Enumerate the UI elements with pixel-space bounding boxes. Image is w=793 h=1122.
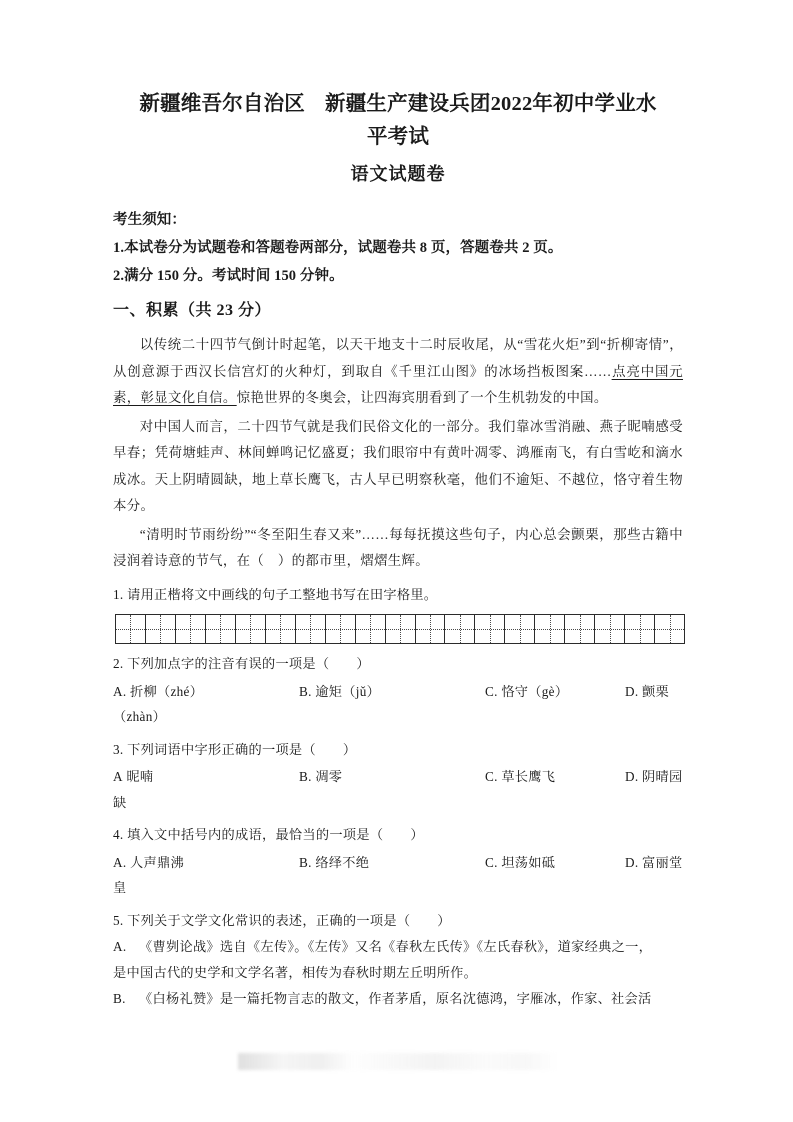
tianzige-writing-grid[interactable] xyxy=(115,614,685,644)
option-text: 草长鹰飞 xyxy=(501,769,556,784)
option-text: 富丽堂 xyxy=(642,854,683,870)
section-heading-accumulation: 一、积累（共 23 分） xyxy=(113,302,272,319)
question-3-option-b[interactable] xyxy=(299,764,485,790)
question-3-option-a[interactable] xyxy=(113,764,299,790)
question-4-option-row xyxy=(113,850,683,876)
notice-item-2: 2.满分 150 分。考试时间 150 分钟。 xyxy=(113,268,344,284)
tianzige-cell[interactable] xyxy=(206,614,236,644)
option-text-line-2: 是中国古代的史学和文学名著，相传为春秋时期左丘明所作。 xyxy=(113,964,478,980)
tianzige-cell[interactable] xyxy=(565,614,595,644)
question-3-option-c[interactable] xyxy=(485,764,625,790)
question-3-option-d[interactable] xyxy=(625,764,683,790)
option-text: 坦荡如砥 xyxy=(501,854,556,870)
tianzige-cell[interactable] xyxy=(146,614,176,644)
question-4-option-d-tail: 皇 xyxy=(113,880,127,895)
tianzige-cell[interactable] xyxy=(296,614,326,644)
option-text: 人声鼎沸 xyxy=(130,854,184,870)
tianzige-cell[interactable] xyxy=(176,614,206,644)
tianzige-cell[interactable] xyxy=(475,614,505,644)
tianzige-cell[interactable] xyxy=(595,614,625,644)
question-2-option-a[interactable] xyxy=(113,679,299,705)
option-text: 恪守（gè） xyxy=(501,683,569,699)
option-text: 凋零 xyxy=(315,769,343,784)
tianzige-cell[interactable] xyxy=(416,614,446,644)
option-text-line-1: 《白杨礼赞》是一篇托物言志的散文，作者茅盾，原名沈德鸿，字雁冰，作家、社会活 xyxy=(139,991,652,1006)
tianzige-cell[interactable] xyxy=(356,614,386,644)
page-title xyxy=(113,88,683,121)
tianzige-cell[interactable] xyxy=(386,614,416,644)
question-4-option-b[interactable] xyxy=(299,850,485,876)
question-5-stem: 5. 下列关于文学文化常识的表述，正确的一项是（ ） xyxy=(113,912,451,928)
option-label: B. xyxy=(299,854,312,870)
question-3-options xyxy=(113,764,683,815)
question-4 xyxy=(113,822,683,901)
passage-p1-pre: 以传统二十四节气倒计时起笔，以天干地支十二时辰收尾，从“雪花火炬”到“折柳寄情”，从创意源于西汉长信宫灯的火种灯，到取自《千里江山图》的冰场挡板图案…… xyxy=(113,337,683,379)
page-title-main: 新疆生产建设兵团2022年初中学业水 xyxy=(325,93,657,115)
question-3-option-row xyxy=(113,764,683,790)
question-3 xyxy=(113,737,683,816)
passage-p1-post: 惊艳世界的冬奥会，让四海宾朋看到了一个生机勃发的中国。 xyxy=(236,390,608,405)
tianzige-cell[interactable] xyxy=(625,614,655,644)
page-subtitle: 语文试题卷 xyxy=(350,164,446,184)
page-watermark xyxy=(238,1053,556,1070)
question-4-option-a[interactable] xyxy=(113,850,299,876)
question-2-option-c[interactable] xyxy=(485,679,625,705)
option-label: D. xyxy=(625,683,639,699)
option-text: 阴晴园 xyxy=(642,769,683,784)
question-4-option-c[interactable] xyxy=(485,850,625,876)
option-label: A. xyxy=(113,939,127,954)
question-2-option-b[interactable] xyxy=(299,679,485,705)
question-4-options xyxy=(113,850,683,901)
question-2-stem: 2. 下列加点字的注音有误的一项是（ ） xyxy=(113,656,370,671)
question-5-option-a[interactable] xyxy=(113,934,683,985)
candidate-notice xyxy=(113,206,683,290)
page-title-line3: 平考试 xyxy=(366,126,430,148)
tianzige-cell[interactable] xyxy=(445,614,475,644)
option-text: 络绎不绝 xyxy=(315,854,370,870)
question-2-option-d-tail: （zhàn） xyxy=(113,709,167,724)
page-content xyxy=(113,88,683,1012)
tianzige-cell[interactable] xyxy=(505,614,535,644)
reading-passage xyxy=(113,332,683,575)
tianzige-cell[interactable] xyxy=(655,614,685,644)
notice-item-1: 1.本试卷分为试题卷和答题卷两部分，试题卷共 8 页，答题卷共 2 页。 xyxy=(113,240,563,256)
option-label: C. xyxy=(485,769,498,784)
question-2 xyxy=(113,651,683,730)
option-text: 颤栗 xyxy=(642,683,670,699)
option-text: 逾矩（jǔ） xyxy=(315,683,381,699)
question-5-option-b[interactable] xyxy=(113,986,683,1012)
option-label: B. xyxy=(299,683,312,699)
passage-paragraph-3: “清明时节雨纷纷”“冬至阳生春又来”……每每抚摸这些句子，内心总会颤栗，那些古籍中浸润着诗意的节气，在（ ）的都市里，熠熠生辉。 xyxy=(113,526,683,568)
page-title-region: 新疆维吾尔自治区 xyxy=(139,93,305,115)
option-text: 昵喃 xyxy=(126,769,154,784)
question-4-stem: 4. 填入文中括号内的成语，最恰当的一项是（ ） xyxy=(113,827,424,842)
option-label: D. xyxy=(625,854,639,870)
option-label: C. xyxy=(485,683,498,699)
question-5 xyxy=(113,908,683,1012)
option-label: D. xyxy=(625,769,639,784)
passage-paragraph-1 xyxy=(113,332,683,412)
question-3-option-d-tail: 缺 xyxy=(113,794,127,810)
question-1 xyxy=(113,582,683,645)
question-2-option-d[interactable] xyxy=(625,679,669,705)
question-4-option-d[interactable] xyxy=(625,850,683,876)
tianzige-cell[interactable] xyxy=(266,614,296,644)
option-text-line-1: 《曹刿论战》选自《左传》。《左传》又名《春秋左氏传》《左氏春秋》，道家经典之一， xyxy=(139,939,653,954)
tianzige-grid-wrap xyxy=(115,614,683,644)
option-label: A. xyxy=(113,683,127,699)
notice-heading: 考生须知： xyxy=(113,212,186,228)
tianzige-cell[interactable] xyxy=(535,614,565,644)
option-label: B. xyxy=(113,991,126,1006)
option-label: A. xyxy=(113,854,127,870)
tianzige-cell[interactable] xyxy=(236,614,266,644)
passage-paragraph-2: 对中国人而言，二十四节气就是我们民俗文化的一部分。我们靠冰雪消融、燕子昵喃感受早春；凭荷塘蛙声、林间蝉鸣记忆盛夏；我们眼帘中有黄叶凋零、鸿雁南飞，有白雪屹和滴水成冰。天上阴晴圆缺，地上草长鹰飞，古人早已明察秋毫，他们不逾矩、不越位，恪守着生物本分。 xyxy=(113,418,683,513)
passage-p1-underlined: 点亮中国元素，彰显文化自信。 xyxy=(113,363,684,405)
option-label: B. xyxy=(299,769,312,784)
question-2-option-row xyxy=(113,679,683,705)
tianzige-cell[interactable] xyxy=(326,614,356,644)
option-label: C. xyxy=(485,854,498,870)
question-2-options xyxy=(113,679,683,730)
tianzige-cell[interactable] xyxy=(116,614,146,644)
option-text: 折柳（zhé） xyxy=(130,683,204,699)
option-label: A xyxy=(113,769,123,784)
question-1-stem: 1. 请用正楷将文中画线的句子工整地书写在田字格里。 xyxy=(113,586,438,602)
question-3-stem: 3. 下列词语中字形正确的一项是（ ） xyxy=(113,741,357,757)
